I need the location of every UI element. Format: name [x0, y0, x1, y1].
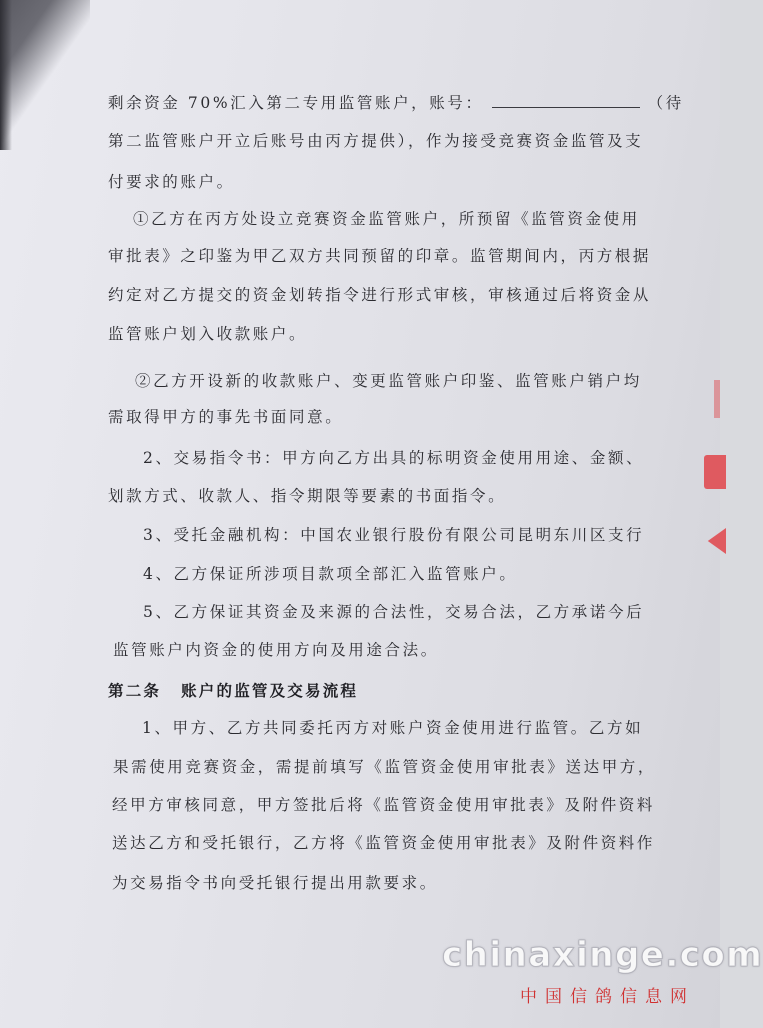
text-line: 1、甲方、乙方共同委托丙方对账户资金使用进行监管。乙方如	[142, 719, 644, 737]
text-line	[108, 91, 684, 113]
text-line: 5、乙方保证其资金及来源的合法性，交易合法，乙方承诺今后	[143, 603, 645, 621]
text-line: 划款方式、收款人、指令期限等要素的书面指令。	[108, 487, 507, 505]
text-line: 为交易指令书向受托银行提出用款要求。	[112, 874, 438, 892]
paper-fold-shadow	[0, 0, 90, 150]
text-segment: 剩余资金 70%汇入第二专用监管账户，账号：	[108, 94, 484, 112]
article-title: 账户的监管及交易流程	[181, 681, 359, 700]
text-line: ②乙方开设新的收款账户、变更监管账户印鉴、监管账户销户均	[135, 372, 642, 390]
text-line: 监管账户内资金的使用方向及用途合法。	[113, 641, 439, 659]
article-heading	[108, 679, 358, 701]
text-line: 付要求的账户。	[108, 173, 235, 191]
text-line: ①乙方在丙方处设立竞赛资金监管账户，所预留《监管资金使用	[133, 210, 640, 228]
text-line: 第二监管账户开立后账号由丙方提供），作为接受竞赛资金监管及支	[108, 132, 644, 150]
text-line: 经甲方审核同意，甲方签批后将《监管资金使用审批表》及附件资料	[112, 796, 656, 814]
text-segment: （待	[647, 94, 684, 112]
red-seal-fragment	[700, 528, 726, 554]
paper-fold-edge	[0, 0, 12, 150]
text-line: 送达乙方和受托银行，乙方将《监管资金使用审批表》及附件资料作	[112, 834, 656, 852]
text-line: 约定对乙方提交的资金划转指令进行形式审核，审核通过后将资金从	[108, 286, 652, 304]
text-line: 需取得甲方的事先书面同意。	[108, 408, 344, 426]
text-line: 监管账户划入收款账户。	[108, 325, 308, 343]
text-line: 2、交易指令书：甲方向乙方出具的标明资金使用用途、金额、	[143, 449, 645, 467]
text-line: 3、受托金融机构：中国农业银行股份有限公司昆明东川区支行	[143, 526, 645, 544]
red-seal-fragment	[714, 380, 720, 418]
site-watermark: chinaxinge.com	[442, 935, 763, 975]
article-number: 第二条	[108, 681, 162, 700]
text-line: 审批表》之印鉴为甲乙双方共同预留的印章。监管期间内，丙方根据	[108, 247, 652, 265]
red-seal-fragment	[704, 455, 726, 489]
account-number-blank	[492, 93, 640, 108]
text-line: 果需使用竞赛资金，需提前填写《监管资金使用审批表》送达甲方，	[113, 758, 657, 776]
site-watermark-cn: 中国信鸽信息网	[520, 987, 695, 1007]
text-line: 4、乙方保证所涉项目款项全部汇入监管账户。	[143, 565, 518, 583]
